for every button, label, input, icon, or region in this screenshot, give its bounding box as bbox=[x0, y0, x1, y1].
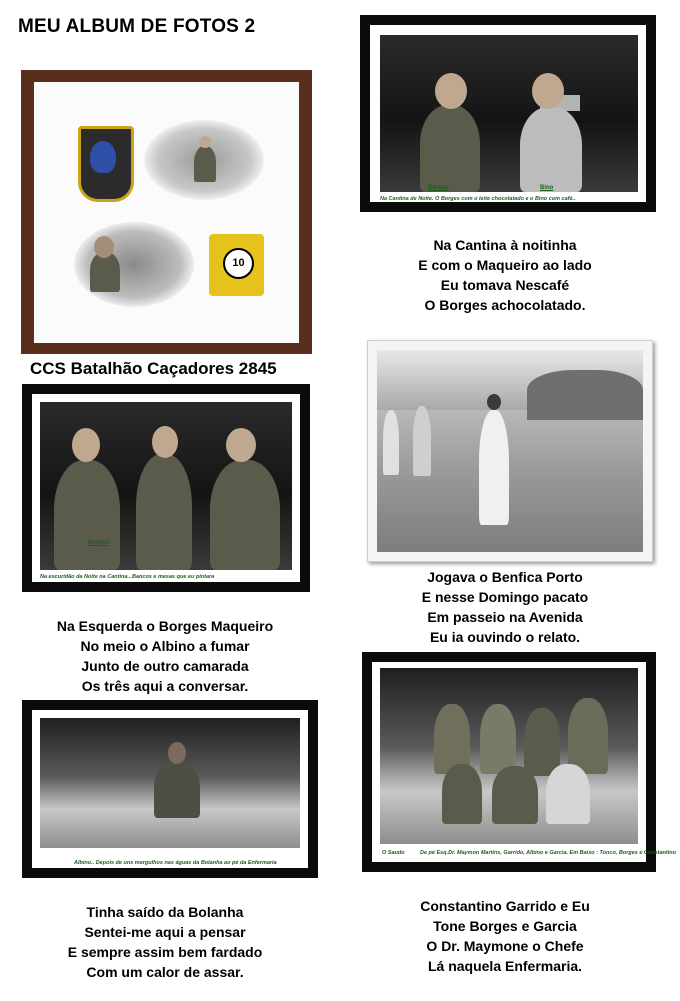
enfermaria-photo-frame bbox=[362, 652, 676, 872]
cantina-night-photo-frame bbox=[360, 15, 656, 212]
poem-bolanha bbox=[30, 902, 300, 982]
cantina-night-photo bbox=[380, 35, 638, 192]
poem-line: Em passeio na Avenida bbox=[427, 609, 583, 625]
photo-caption: Albino.. Depois de uns mergulhos nas águas da Bolanha ao pé da Enfermaria bbox=[74, 860, 277, 866]
photo-caption-left: O Saudo bbox=[382, 850, 405, 856]
poem-line: Na Cantina à noitinha bbox=[433, 237, 577, 253]
poem-cantina bbox=[370, 235, 640, 315]
poem-line: Constantino Garrido e Eu bbox=[420, 898, 590, 914]
poem-line: Junto de outro camarada bbox=[81, 658, 249, 674]
photo-tag-bino: Bino bbox=[540, 185, 554, 191]
page-title: MEU ALBUM DE FOTOS 2 bbox=[18, 16, 256, 37]
photo-caption: Na Cantina de Noite. O Borges com o leite chocolatado e o Bino com café.. bbox=[380, 196, 576, 202]
collage-mat bbox=[34, 82, 299, 343]
poem-line: Sentei-me aqui a pensar bbox=[84, 924, 246, 940]
collage-frame bbox=[21, 70, 312, 354]
photo-tag-borges: Borges bbox=[88, 540, 109, 546]
poem-line: Tone Borges e Garcia bbox=[433, 918, 577, 934]
poem-line: Os três aqui a conversar. bbox=[81, 678, 249, 694]
poem-enfermaria bbox=[370, 896, 640, 976]
poem-line: E sempre assim bem fardado bbox=[67, 944, 263, 960]
crest-emblem bbox=[78, 126, 134, 202]
poem-line: Tinha saído da Bolanha bbox=[86, 904, 244, 920]
avenida-photo bbox=[377, 350, 643, 552]
poem-esquerda bbox=[30, 616, 300, 696]
albino-photo-frame bbox=[22, 700, 318, 878]
soldier-with-gun-photo bbox=[144, 120, 264, 200]
poem-line: Eu ia ouvindo o relato. bbox=[429, 629, 581, 645]
soldier-portrait-photo bbox=[74, 222, 194, 307]
poem-line: Eu tomava Nescafé bbox=[440, 277, 570, 293]
poem-line: Com um calor de assar. bbox=[86, 964, 244, 980]
avenida-photo-frame bbox=[367, 340, 653, 562]
poem-line: O Dr. Maymone o Chefe bbox=[426, 938, 584, 954]
albino-photo bbox=[40, 718, 300, 848]
cantina-three-photo bbox=[40, 402, 292, 570]
cantina-three-photo-frame bbox=[22, 384, 310, 592]
battalion-insignia bbox=[209, 234, 264, 296]
section-heading: CCS Batalhão Caçadores 2845 bbox=[30, 359, 277, 378]
poem-line: Jogava o Benfica Porto bbox=[427, 569, 583, 585]
poem-line: No meio o Albino a fumar bbox=[80, 638, 250, 654]
photo-tag-borges: Borges bbox=[428, 185, 449, 191]
photo-caption: De pé Esq.Dr. Maymon Martins, Garrido, Albino e Garcia. Em Baixo : Tonco, Borges e Constantino bbox=[420, 850, 676, 856]
poem-benfica bbox=[370, 567, 640, 647]
poem-line: Na Esquerda o Borges Maqueiro bbox=[56, 618, 274, 634]
enfermaria-photo bbox=[380, 668, 638, 844]
poem-line: O Borges achocolatado. bbox=[424, 297, 586, 313]
poem-line: E nesse Domingo pacato bbox=[421, 589, 589, 605]
photo-caption: Na escuridão da Noite na Cantina...Bancos e mesas que eu pintara bbox=[40, 574, 215, 580]
poem-line: E com o Maqueiro ao lado bbox=[418, 257, 592, 273]
insignia-number: 10 bbox=[223, 248, 254, 279]
poem-line: Lá naquela Enfermaria. bbox=[427, 958, 583, 974]
